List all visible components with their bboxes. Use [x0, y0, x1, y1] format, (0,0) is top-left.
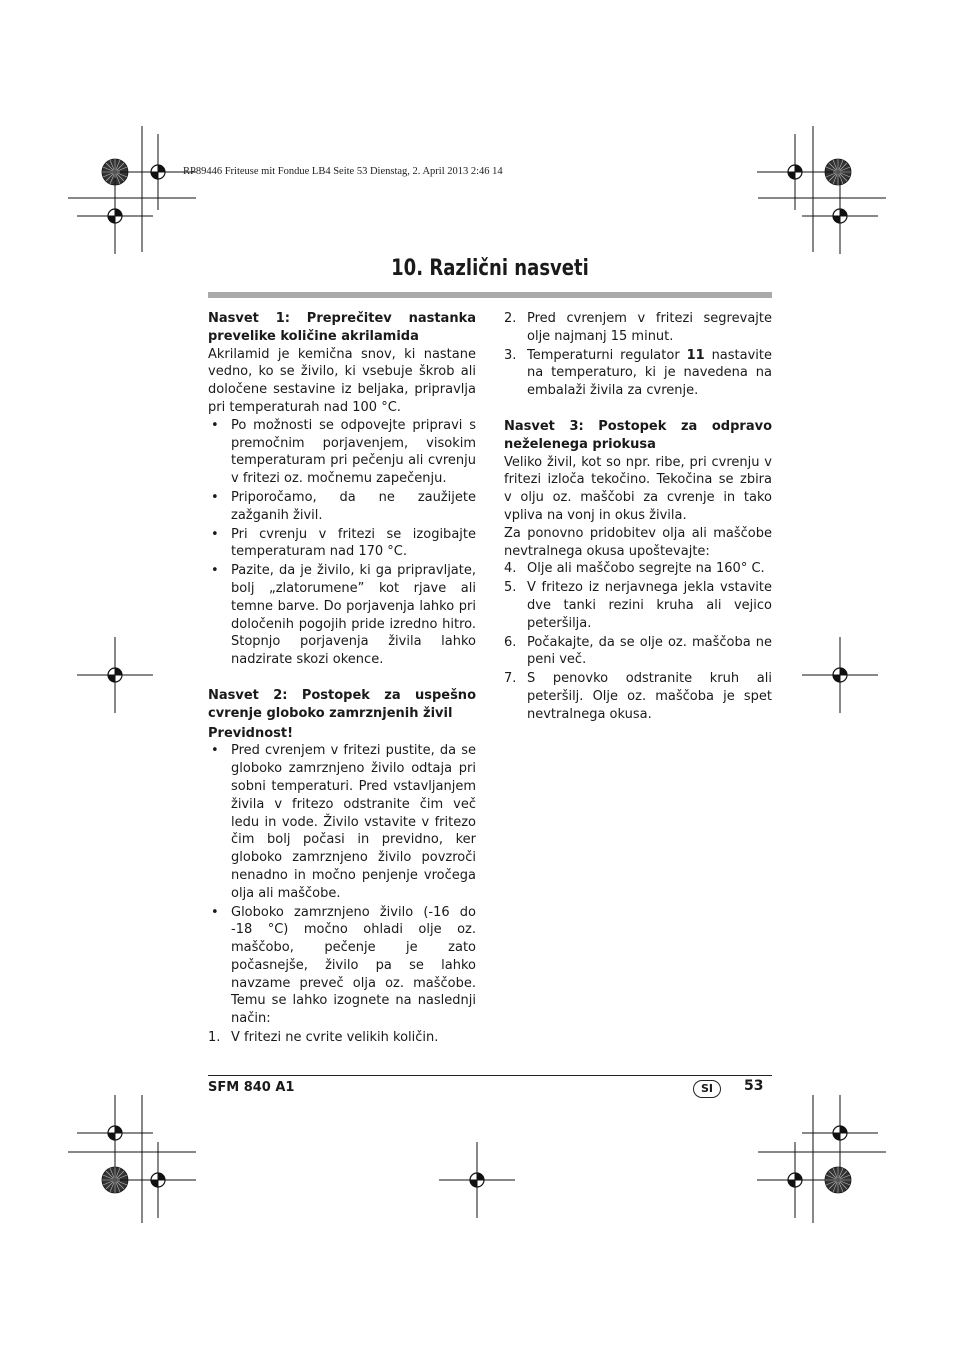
- list-item: • Pri cvrenju v fritezi se izogibajte temperaturam nad 170 °C.: [208, 526, 476, 562]
- list-item: • Pazite, da je živilo, ki ga pripravljate, bolj „zlatorumene” kot rjave ali temne barve. Do porjavenja lahko pri določenih pogojih pride izredno hitro. Stopnjo porjavenja živila lahko nadzirate skozi okence.: [208, 562, 476, 669]
- right-column: [504, 310, 772, 725]
- tip1-intro: Akrilamid je kemična snov, ki nastane vedno, ko se živilo, ki vsebuje škrob ali določene sestavine iz beljaka, pripravlja pri temperaturah nad 100 °C.: [208, 346, 476, 415]
- list-item: [504, 579, 772, 632]
- list-item: • Pred cvrenjem v fritezi pustite, da se globoko zamrznjeno živilo odtaja pri sobni temperaturi. Pred vstavljanjem živila v fritezo odstranite čim več ledu in vode. Živilo vstavite v fritezo čim bolj počasi in previdno, ker globoko zamrznjeno živilo povzroči nenadno in močno penjenje vročega olja ali maščobe.: [208, 742, 476, 902]
- list-item: [504, 310, 772, 346]
- list-item: • Priporočamo, da ne zaužijete zažganih živil.: [208, 489, 476, 525]
- list-item: [504, 347, 772, 400]
- step-number: 6.: [504, 634, 517, 650]
- tip2-heading: Nasvet 2: Postopek za uspešno cvrenje globoko zamrznjenih živil: [208, 687, 476, 721]
- list-item: • Globoko zamrznjeno živilo (-16 do -18 °C) močno ohladi olje oz. maščobo, pečenje je zato počasnejše, živilo pa se lahko navzame preveč olja oz. maščobe. Temu se lahko izognete na naslednji način:: [208, 904, 476, 1029]
- tip3-paragraph-2: Za ponovno pridobitev olja ali maščobe nevtralnega okusa upoštevajte:: [504, 525, 772, 559]
- language-badge: SI: [693, 1080, 721, 1098]
- tip1-bullet-list: [208, 417, 476, 669]
- print-header-line: RP89446 Friteuse mit Fondue LB4 Seite 53 Dienstag, 2. April 2013 2:46 14: [183, 166, 503, 177]
- tip3-heading: Nasvet 3: Postopek za odpravo neželenega priokusa: [504, 418, 772, 452]
- step-number: 4.: [504, 561, 517, 577]
- tip3-step-list: [504, 560, 772, 723]
- step-number: 3.: [504, 347, 517, 363]
- model-number: SFM 840 A1: [208, 1080, 295, 1095]
- list-item: [504, 560, 772, 578]
- regulator-number: 11: [686, 347, 705, 363]
- step-number: 5.: [504, 580, 517, 596]
- left-column: [208, 310, 476, 1048]
- step-text: Počakajte, da se olje oz. maščoba ne peni več.: [527, 634, 772, 668]
- tip2-bullet-list: [208, 742, 476, 1028]
- list-item: [504, 670, 772, 723]
- tip2-step-list: [208, 1029, 476, 1047]
- tip3-paragraph-1: Veliko živil, kot so npr. ribe, pri cvrenju v fritezi izloča tekočino. Tekočina se zbira v olju oz. maščobi za cvrenje in tako vpliva na vonj in okus živila.: [504, 454, 772, 523]
- step-text: Olje ali maščobo segrejte na 160° C.: [527, 561, 765, 577]
- page-number: 53: [744, 1078, 764, 1094]
- list-item: [208, 1029, 476, 1047]
- step-text: V fritezi ne cvrite velikih količin.: [231, 1030, 439, 1046]
- tip1-heading: Nasvet 1: Preprečitev nastanka prevelike količine akrilamida: [208, 311, 476, 344]
- step-text-post: nastavite na temperaturo, ki je navedena na embalaži živila za cvrenje.: [527, 347, 773, 399]
- step-text: S penovko odstranite kruh ali peteršilj. Olje oz. maščoba je spet nevtralnega okusa.: [527, 671, 772, 722]
- step-text-pre: Temperaturni regulator: [527, 347, 687, 363]
- title-rule: [208, 292, 772, 298]
- list-item: [504, 634, 772, 670]
- step-text: V fritezo iz nerjavnega jekla vstavite dve tanki rezini kruha ali vejico peteršilja.: [527, 580, 772, 631]
- footer-rule: [208, 1075, 772, 1076]
- tip2-step-list-continued: [504, 310, 772, 400]
- caution-label: Previdnost!: [208, 725, 294, 741]
- page-title: 10. Različni nasveti: [391, 256, 589, 281]
- step-number: 2.: [504, 311, 517, 326]
- step-number: 1.: [208, 1030, 221, 1046]
- step-number: 7.: [504, 671, 517, 687]
- list-item: • Po možnosti se odpovejte pripravi s premočnim porjavenjem, visokim temperaturam pri pečenju ali cvrenju v fritezi oz. močnemu zapečenju.: [208, 417, 476, 488]
- step-text: Pred cvrenjem v fritezi segrevajte olje najmanj 15 minut.: [527, 311, 772, 344]
